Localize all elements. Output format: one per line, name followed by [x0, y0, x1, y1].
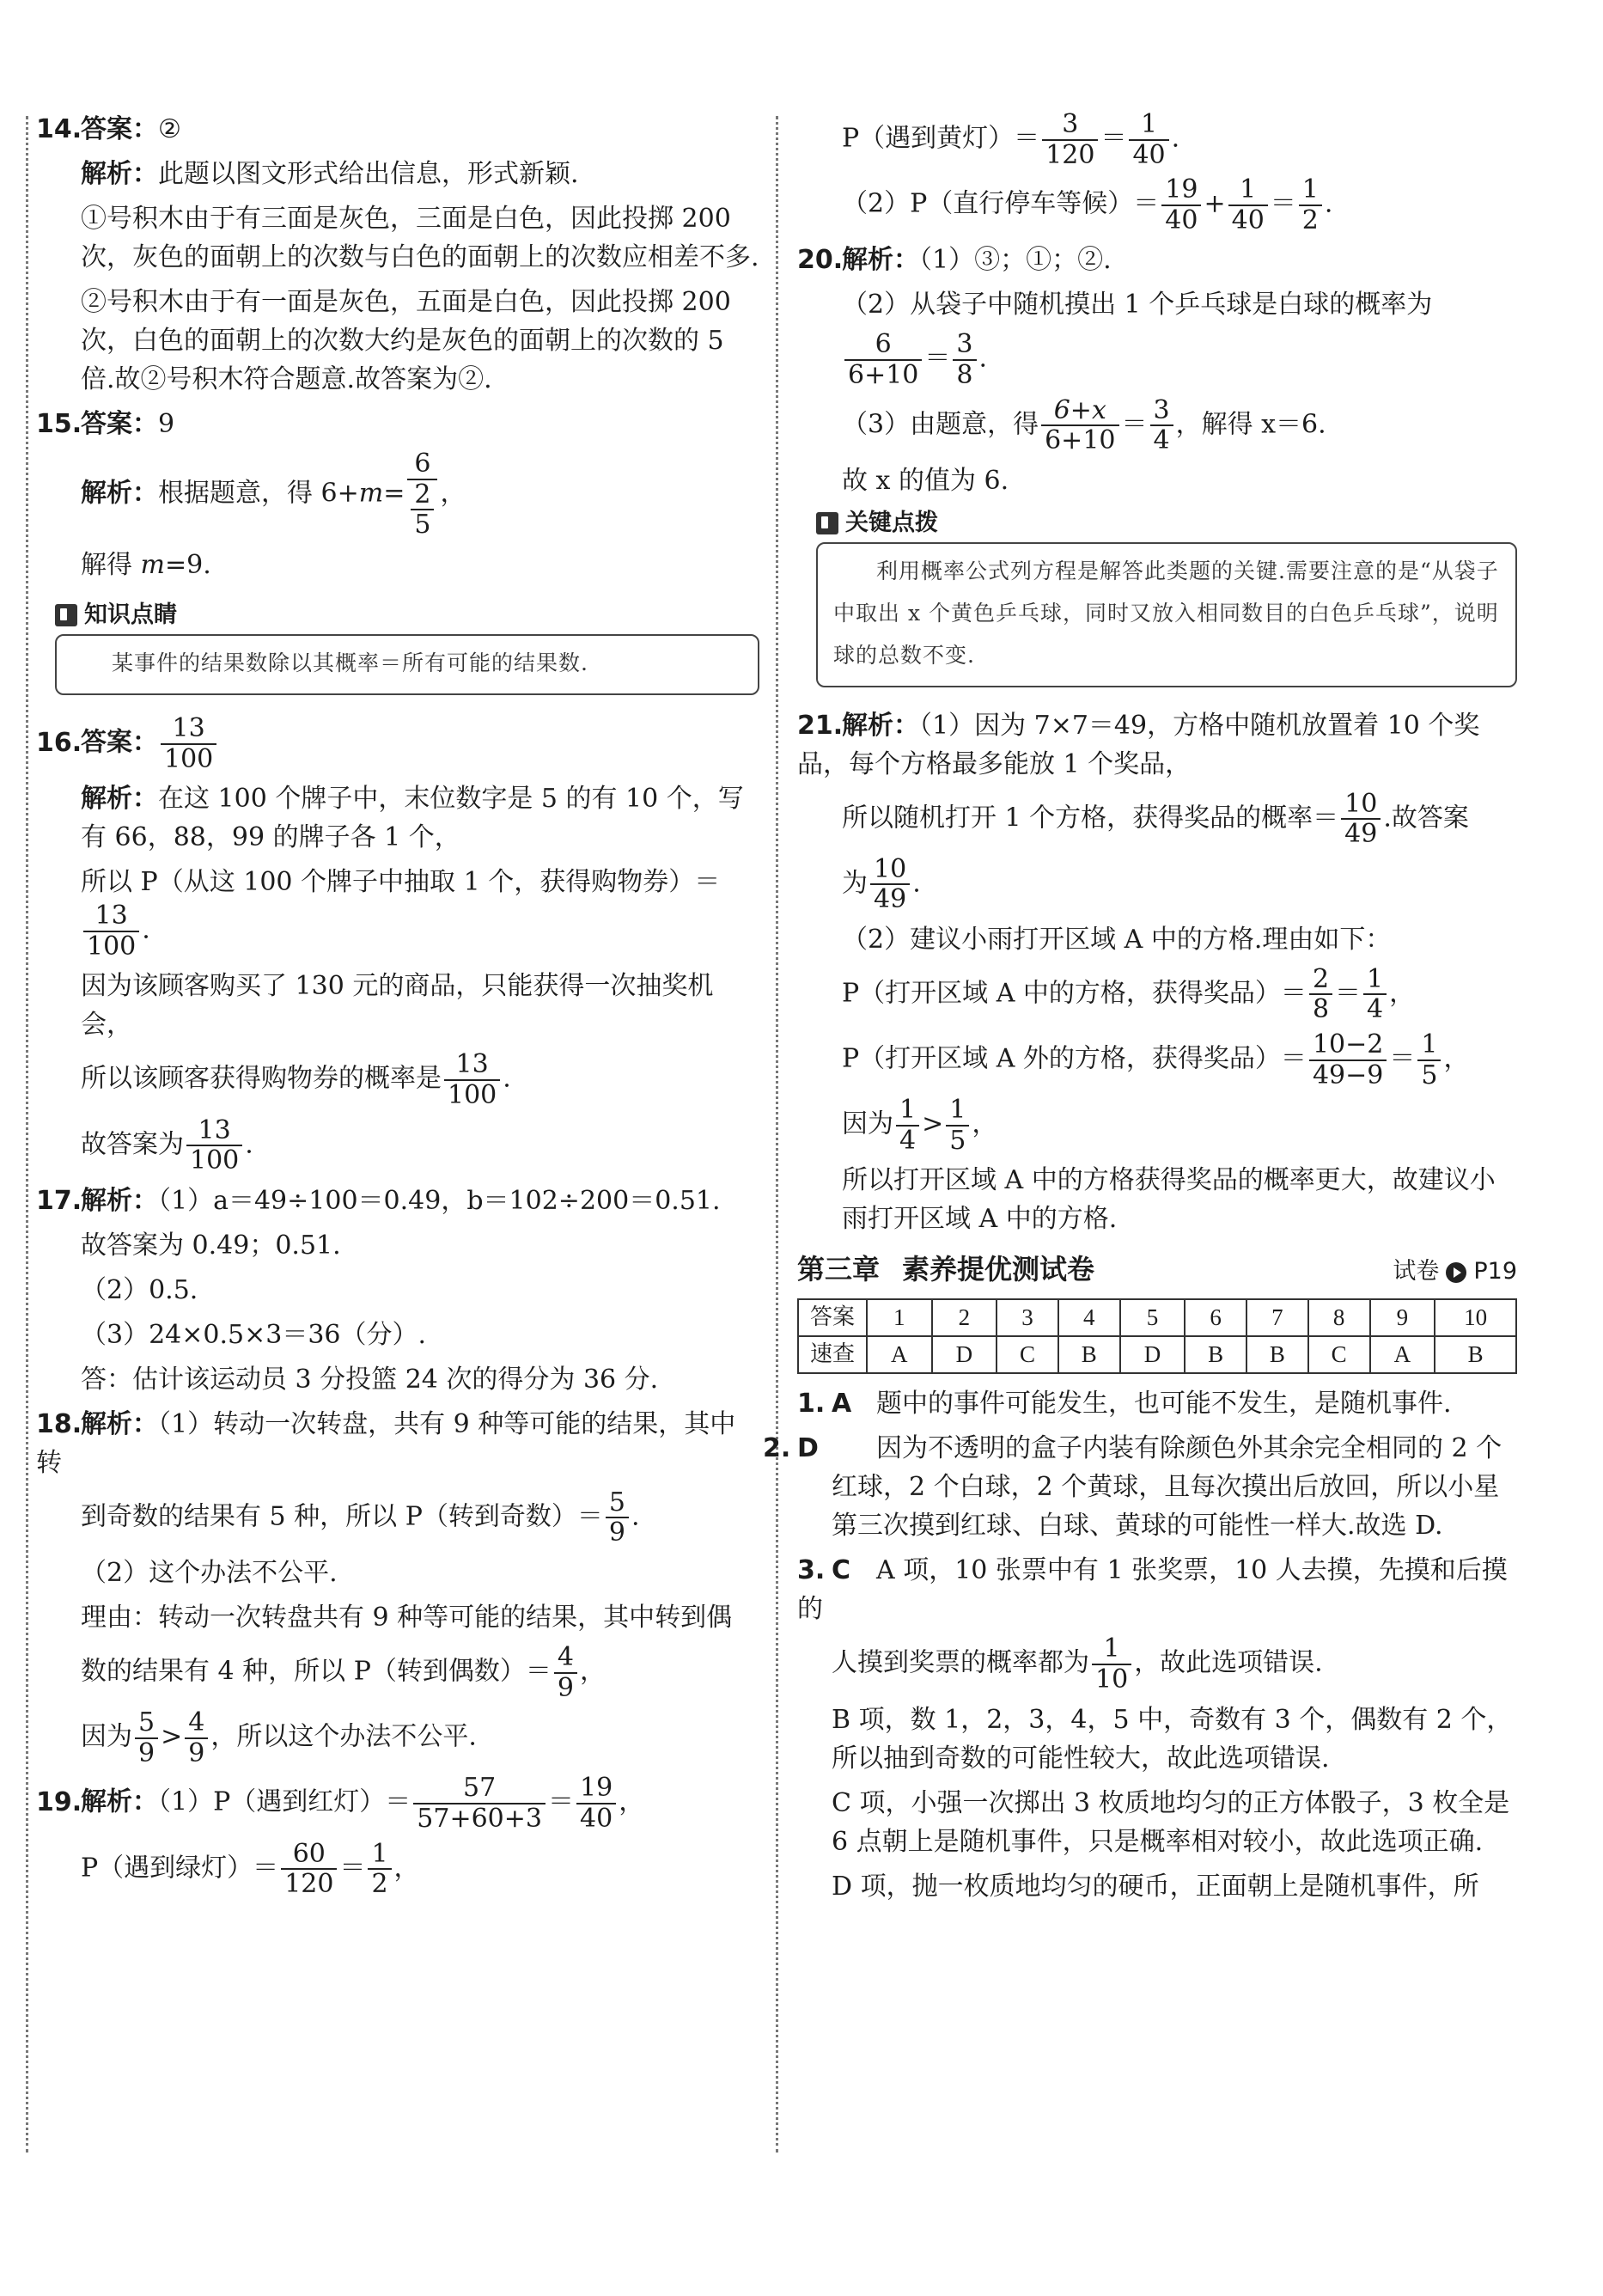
q16-analysis-label: 解析	[81, 784, 132, 815]
q18-analysis-label: 解析	[81, 1408, 132, 1439]
q16-number: 16.	[36, 727, 82, 758]
mc-q3-line-1: A 项，10 张票中有 1 张奖票，10 人去摸，先摸和后摸的	[797, 1555, 1508, 1625]
q20-f2-num: 6+x	[1053, 394, 1106, 425]
answer-table-ans: D	[1120, 1336, 1185, 1373]
arrow-right-icon	[1446, 1262, 1466, 1283]
q21-line-6	[797, 1030, 1517, 1090]
q16-f3-num: 13	[198, 1114, 231, 1145]
q15-solve-post: =9.	[165, 549, 211, 580]
knowledge-tip-text: 某事件的结果数除以其概率＝所有可能的结果数.	[55, 634, 759, 695]
q19-yellow-fraction-2	[1129, 110, 1168, 169]
q17-number: 17.	[36, 1185, 82, 1216]
q16-f3-den: 100	[186, 1145, 242, 1175]
q17-line-3: （2）0.5.	[81, 1274, 198, 1305]
q16-answer-den: 100	[161, 743, 216, 774]
q19-green-den2: 2	[368, 1868, 391, 1899]
q20-dot: .	[978, 343, 988, 374]
q19-p2-dot: .	[1324, 188, 1333, 219]
center-dotted-line	[776, 116, 778, 2152]
q16-fraction-3	[186, 1116, 242, 1175]
q14-analysis-text: 此题以图文形式给出信息，形式新颖.	[158, 159, 579, 189]
q15-fraction-num: 6	[414, 449, 431, 479]
q21-f4-num: 1	[1367, 963, 1384, 994]
q18-number: 18.	[36, 1408, 82, 1439]
paper-ref-label: 试卷	[1393, 1258, 1440, 1285]
answer-table-num: 4	[1058, 1299, 1120, 1336]
q16-dot-2: .	[503, 1064, 511, 1094]
q19-green-fraction	[281, 1840, 337, 1899]
q21-line-2-pre: 所以随机打开 1 个方格，获得奖品的概率＝	[842, 803, 1339, 834]
q18-gt: >	[161, 1721, 183, 1752]
q20-f2	[1041, 396, 1118, 455]
q18-dot: .	[631, 1501, 640, 1532]
q18-odd-fraction	[606, 1488, 629, 1548]
q18-line-6-post: ，所以这个办法不公平.	[210, 1721, 477, 1752]
q21-f1	[1341, 790, 1381, 849]
q15-equals: =	[383, 478, 405, 509]
q19-red-den2: 40	[576, 1803, 616, 1834]
q19-p2-f2-num: 1	[1240, 174, 1257, 205]
mc-q3-line-2-pre: 人摸到奖票的概率都为	[832, 1648, 1089, 1679]
q20-f2b-den: 4	[1150, 424, 1173, 455]
q20-line-4: 故 x 的值为 6.	[842, 465, 1009, 496]
q19-yellow-num2: 1	[1141, 109, 1158, 139]
q19-p2-f1	[1161, 175, 1201, 235]
q17-line-1-text: （1）a＝49÷100＝0.49，b＝102÷200＝0.51.	[158, 1185, 721, 1216]
q18-line-2-text: 到奇数的结果有 5 种，所以 P（转到奇数）＝	[81, 1501, 603, 1532]
q21-gt: >	[922, 1108, 944, 1139]
q21-comma-2: ，	[1443, 1043, 1470, 1074]
q19-green-line	[36, 1840, 759, 1899]
q16-para-2	[36, 863, 759, 961]
q21-f5-den: 49−9	[1309, 1059, 1387, 1090]
q15-fraction	[407, 449, 437, 540]
q21-line-5	[797, 965, 1517, 1024]
q18-line-3: （2）这个办法不公平.	[81, 1557, 338, 1588]
key-tip-text: 利用概率公式列方程是解答此类题的关键.需要注意的是“从袋子中取出 x 个黄色乒乓球，同时又放入相同数目的白色乒乓球”，说明球的总数不变.	[816, 542, 1517, 687]
q19-red-fraction	[413, 1774, 546, 1833]
book-icon	[55, 604, 77, 626]
q21-f3	[1309, 965, 1332, 1024]
q21-f6-den: 5	[1417, 1059, 1441, 1090]
q16-para-3: 因为该顾客购买了 130 元的商品，只能获得一次抽奖机会，	[81, 971, 714, 1041]
mc-q3-fraction	[1092, 1634, 1131, 1694]
multiple-choice-solutions	[763, 1384, 1517, 1905]
q19-red-pre: （1）P（遇到红灯）＝	[158, 1786, 411, 1817]
q19-analysis-label: 解析	[81, 1786, 132, 1817]
q19-yellow-line	[797, 110, 1517, 169]
q21-line-1: 21.解析：（1）因为 7×7＝49，方格中随机放置着 10 个奖品，每个方格最多能放 1 个奖品，	[797, 706, 1517, 784]
q20-line-3	[797, 396, 1517, 455]
q15-inner-den: 5	[411, 509, 434, 540]
q20-line-3-post: ，解得 x＝6.	[1175, 409, 1326, 440]
q20-f1-den: 6+10	[844, 359, 922, 390]
q17-analysis-label: 解析	[81, 1185, 132, 1216]
q19-p2-f2	[1228, 175, 1268, 235]
q20-f1	[844, 330, 922, 389]
q16-para-1: 在这 100 个牌子中，末位数字是 5 的有 10 个，写有 66，88，99 的牌子各 1 个，	[81, 784, 744, 853]
q21-dot: .	[912, 868, 921, 899]
q16-f1-den: 100	[83, 931, 139, 962]
q18-line-4: 理由：转动一次转盘共有 9 种等可能的结果，其中转到偶	[81, 1602, 733, 1633]
q21-line-3-pre: 为	[842, 868, 868, 899]
q19-red-den: 57+60+3	[413, 1803, 546, 1834]
q21-f5	[1309, 1030, 1387, 1090]
q20-f2-den: 6+10	[1041, 424, 1118, 455]
answer-table-ans: D	[932, 1336, 997, 1373]
q15-analysis: 解析：根据题意，得 6+m= $\frac{6}{\frac{2}{5}}$ ，	[81, 449, 466, 540]
q14-analysis: 解析：此题以图文形式给出信息，形式新颖.	[81, 159, 579, 189]
q18-line-5-text: 数的结果有 4 种，所以 P（转到偶数）＝	[81, 1656, 552, 1687]
q18-line-1: 18.解析：（1）转动一次转盘，共有 9 种等可能的结果，其中转	[36, 1405, 759, 1482]
q19-p2-eq: ＝	[1270, 188, 1296, 219]
key-tip-title-text: 关键点拨	[845, 509, 938, 536]
q21-f8	[946, 1096, 969, 1155]
section-title-text: 素养提优测试卷	[902, 1253, 1095, 1286]
q20-line-1-text: （1）③；①；②.	[919, 245, 1112, 276]
q21-f3-den: 8	[1309, 993, 1332, 1024]
q19-yellow-pre: P（遇到黄灯）＝	[842, 123, 1040, 154]
q21-f3-num: 2	[1312, 963, 1330, 994]
q14-answer-line: 14.答案：②	[36, 110, 759, 149]
q17-line-2: 故答案为 0.49；0.51.	[81, 1230, 341, 1261]
q15-var-m: m	[358, 478, 384, 509]
q21-f4-den: 4	[1363, 993, 1387, 1024]
q21-eq-2: ＝	[1389, 1043, 1416, 1074]
book-icon	[816, 512, 838, 534]
q20-line-2: （2）从袋子中随机摸出 1 个乒乓球是白球的概率为	[842, 290, 1433, 321]
answer-table-num: 8	[1308, 1299, 1370, 1336]
q20-f2b-num: 3	[1153, 394, 1170, 425]
q19-part-2	[797, 175, 1517, 235]
q18-odd-den: 9	[606, 1517, 629, 1548]
q15-answer-line: 15.答案：9	[36, 405, 759, 443]
answer-table-num: 7	[1246, 1299, 1308, 1336]
q16-answer-label: 答案	[81, 727, 132, 758]
q16-para-5	[36, 1116, 759, 1175]
mc-q3-number: 3.	[797, 1555, 826, 1586]
q21-f2	[870, 855, 910, 914]
mc-q3-line-2	[797, 1634, 1517, 1694]
q19-yellow-fraction	[1042, 110, 1098, 169]
answer-table-ans: C	[997, 1336, 1058, 1373]
mc-q3-fraction-num: 1	[1103, 1633, 1120, 1664]
q19-yellow-num: 3	[1062, 109, 1079, 139]
q18-even-fraction	[554, 1643, 577, 1702]
mc-q3-option-c: C 项，小强一次掷出 3 枚质地均匀的正方体骰子，3 枚全是 6 点朝上是随机事件，只是概率相对较小，故此选项正确.	[832, 1787, 1510, 1857]
answer-table-num: 6	[1185, 1299, 1246, 1336]
q19-p2-f3-num: 1	[1301, 174, 1319, 205]
q20-number: 20.	[797, 245, 844, 276]
answer-table-ans: A	[1370, 1336, 1435, 1373]
q21-line-7	[797, 1096, 1517, 1155]
answer-table-ans: B	[1058, 1336, 1120, 1373]
q14-number: 14.	[36, 114, 82, 144]
q21-line-1-text: （1）因为 7×7＝49，方格中随机放置着 10 个奖品，每个方格最多能放 1 个奖品，	[797, 710, 1480, 779]
q21-comma-1: ，	[1389, 978, 1416, 1009]
key-tip-box	[816, 506, 1517, 687]
q15-analysis-text: 根据题意，得 6+	[158, 478, 359, 509]
q21-f8-den: 5	[946, 1125, 969, 1156]
mc-q2-text: 因为不透明的盒子内装有除颜色外其余完全相同的 2 个红球，2 个白球，2 个黄球，且每次摸出后放回，所以小星第三次摸到红球、白球、黄球的可能性一样大.故选 D.	[832, 1433, 1502, 1542]
q20-f2b	[1150, 396, 1173, 455]
q18-odd-num: 5	[608, 1487, 625, 1517]
mc-q3-answer: C	[832, 1555, 851, 1586]
mc-q2-answer: D	[797, 1433, 819, 1464]
q16-fraction-1	[83, 901, 139, 961]
knowledge-tip-box	[55, 598, 759, 695]
q15-number: 15.	[36, 409, 82, 439]
q16-para-4	[36, 1050, 759, 1109]
q18-even-den: 9	[554, 1672, 577, 1703]
q20-f1b-num: 3	[956, 329, 973, 360]
answer-table-ans: B	[1185, 1336, 1246, 1373]
q18-line-5	[36, 1643, 759, 1702]
q18-cmp-left-den: 9	[135, 1737, 158, 1768]
q21-f2-den: 49	[870, 883, 910, 914]
answer-quick-table	[797, 1298, 1517, 1374]
answer-table-head: 答案	[798, 1299, 867, 1336]
q21-number: 21.	[797, 710, 844, 741]
answer-table-ans: B	[1246, 1336, 1308, 1373]
q21-line-8: 所以打开区域 A 中的方格获得奖品的概率更大，故建议小雨打开区域 A 中的方格.	[842, 1165, 1496, 1235]
q14-answer-value: ②	[158, 114, 181, 144]
mc-q2	[763, 1429, 1517, 1545]
q14-answer-label: 答案	[81, 114, 132, 144]
q21-line-2-post: .故答案	[1383, 803, 1469, 834]
q21-f5-num: 10−2	[1312, 1029, 1384, 1060]
q16-answer-fraction	[161, 714, 216, 773]
q18-line-1-text: （1）转动一次转盘，共有 9 种等可能的结果，其中转	[36, 1408, 736, 1478]
q20-f1-num: 6	[875, 329, 892, 360]
left-column	[36, 110, 759, 1905]
answer-table-num: 2	[932, 1299, 997, 1336]
q21-analysis-label: 解析	[842, 710, 893, 741]
q20-line-3-pre: （3）由题意，得	[842, 409, 1039, 440]
q21-line-4: （2）建议小雨打开区域 A 中的方格.理由如下：	[842, 924, 1392, 955]
mc-q3-line-2-post: ，故此选项错误.	[1134, 1648, 1323, 1679]
q19-green-fraction-2	[368, 1840, 391, 1899]
q16-dot-3: .	[245, 1129, 253, 1160]
q19-p2-f3-den: 2	[1299, 205, 1322, 235]
mc-q3-option-d: D 项，抛一枚质地均匀的硬币，正面朝上是随机事件，所	[832, 1871, 1479, 1902]
q21-line-7-pre: 因为	[842, 1108, 893, 1139]
q18-cmp-left-num: 5	[138, 1707, 155, 1738]
q19-green-num: 60	[292, 1838, 326, 1869]
q16-para-2-text: 所以 P（从这 100 个牌子中抽取 1 个，获得购物券）＝	[81, 867, 721, 898]
knowledge-tip-title	[55, 598, 759, 633]
q19-number: 19.	[36, 1786, 82, 1817]
q18-cmp-left	[135, 1708, 158, 1768]
mc-q1	[797, 1384, 1517, 1423]
q19-green-den: 120	[281, 1868, 337, 1899]
q16-para-5-text: 故答案为	[81, 1129, 184, 1160]
q15-solve	[36, 546, 759, 584]
mc-q1-answer: A	[832, 1389, 852, 1420]
q21-line-2	[797, 790, 1517, 849]
knowledge-tip-title-text: 知识点睛	[84, 601, 177, 628]
q16-f1-num: 13	[94, 901, 128, 931]
q21-f2-num: 10	[874, 853, 907, 884]
q19-red-line: 19.解析：（1）P（遇到红灯）＝ $\frac{57}{57+60+3}$ ＝ $\frac{19}{40}$ ，	[36, 1773, 645, 1834]
mc-q1-text: 题中的事件可能发生，也可能不发生，是随机事件.	[876, 1389, 1452, 1420]
q19-p2-plus: +	[1204, 188, 1226, 219]
q19-p2-f2-den: 40	[1228, 205, 1268, 235]
q15-answer-value: 9	[158, 409, 175, 439]
q21-line-6-pre: P（打开区域 A 外的方格，获得奖品）＝	[842, 1043, 1307, 1074]
q16-answer-num: 13	[172, 713, 205, 744]
q20-analysis-label: 解析	[842, 245, 893, 276]
answer-table-number-row	[798, 1299, 1516, 1336]
q18-cmp-right-den: 9	[185, 1737, 208, 1768]
q16-fraction-2	[444, 1050, 500, 1109]
answer-table-num: 1	[867, 1299, 932, 1336]
q15-inner-num: 2	[414, 479, 431, 510]
q18-cmp-right	[185, 1708, 208, 1768]
q15-analysis-label: 解析	[81, 478, 132, 509]
q18-line-6	[36, 1708, 759, 1768]
q19-red-num2: 19	[580, 1773, 613, 1804]
answer-table-num: 5	[1120, 1299, 1185, 1336]
section-title	[797, 1249, 1094, 1290]
answer-table-num: 3	[997, 1299, 1058, 1336]
q21-f7-den: 4	[896, 1125, 919, 1156]
q19-green-num2: 1	[371, 1838, 388, 1869]
q20-f1b-den: 8	[953, 359, 976, 390]
q17-line-1: 17.解析：（1）a＝49÷100＝0.49，b＝102÷200＝0.51.	[36, 1182, 759, 1220]
paper-ref-page: P19	[1473, 1258, 1517, 1285]
mc-q3-option-b: B 项，数 1，2，3，4，5 中，奇数有 3 个，偶数有 2 个，所以抽到奇数的可能性较大，故此选项错误.	[832, 1704, 1513, 1774]
section-header	[797, 1249, 1517, 1290]
q19-red-comma: ，	[619, 1786, 645, 1817]
q21-f7-num: 1	[899, 1095, 917, 1126]
paper-reference	[1393, 1255, 1517, 1290]
q15-solve-pre: 解得	[81, 549, 141, 580]
q21-f4	[1363, 965, 1387, 1024]
q19-yellow-dot: .	[1171, 123, 1180, 154]
q18-even-num: 4	[557, 1641, 574, 1672]
q16-f2-den: 100	[444, 1079, 500, 1110]
q20-eq-1: ＝	[924, 343, 951, 374]
q21-f1-den: 49	[1341, 818, 1381, 849]
mc-q1-number: 1.	[797, 1389, 826, 1420]
answer-table-answer-row	[798, 1336, 1516, 1373]
q19-green-comma: ，	[393, 1853, 420, 1884]
section-chapter: 第三章	[797, 1253, 881, 1286]
q20-fraction-line	[797, 330, 1517, 389]
q16-f2-num: 13	[455, 1049, 489, 1080]
q17-line-4: （3）24×0.5×3＝36（分）.	[81, 1319, 427, 1350]
q19-red-fraction-2	[576, 1774, 616, 1833]
q19-p2-f1-num: 19	[1165, 174, 1198, 205]
q21-eq-1: ＝	[1335, 978, 1362, 1009]
answer-table-ans: B	[1435, 1336, 1516, 1373]
q14-para-2: ②号积木由于有一面是灰色，五面是白色，因此投掷 200 次，白色的面朝上的次数大约是灰色的面朝上的次数的 5 倍.故②号积木符合题意.故答案为②.	[81, 287, 731, 394]
q18-comma: ，	[579, 1656, 606, 1687]
mc-q2-number: 2.	[763, 1433, 791, 1464]
q16-dot-1: .	[142, 914, 150, 945]
q18-line-2	[36, 1488, 759, 1548]
q19-p2-f3	[1299, 175, 1322, 235]
mc-q3-fraction-den: 10	[1092, 1664, 1131, 1695]
q18-cmp-right-num: 4	[188, 1707, 205, 1738]
q19-p2-f1-den: 40	[1161, 205, 1201, 235]
q19-yellow-eq: ＝	[1100, 123, 1127, 154]
q16-analysis: 解析：在这 100 个牌子中，末位数字是 5 的有 10 个，写有 66，88，99 的牌子各 1 个，	[81, 784, 744, 853]
q18-line-6-pre: 因为	[81, 1721, 132, 1752]
q21-line-5-pre: P（打开区域 A 中的方格，获得奖品）＝	[842, 978, 1307, 1009]
right-column	[763, 109, 1517, 1912]
answer-table-num: 10	[1435, 1299, 1516, 1336]
q21-line-3	[797, 855, 1517, 914]
q21-f6-num: 1	[1421, 1029, 1438, 1060]
q19-green-pre: P（遇到绿灯）＝	[81, 1853, 279, 1884]
q21-f7	[896, 1096, 919, 1155]
q21-comma-3: ，	[972, 1108, 998, 1139]
q16-answer-line: 16.答案： $\frac{13}{100}$	[36, 714, 759, 773]
q14-analysis-label: 解析	[81, 159, 132, 189]
q19-green-eq: ＝	[339, 1853, 366, 1884]
q15-solve-var: m	[140, 549, 165, 580]
key-tip-title	[816, 506, 1517, 541]
q19-yellow-den2: 40	[1129, 139, 1168, 170]
left-margin-dotted-line	[26, 116, 28, 2152]
q15-tail: ，	[440, 478, 466, 509]
q15-answer-label: 答案	[81, 409, 132, 439]
q20-eq-2: ＝	[1121, 409, 1148, 440]
q19-part-2-pre: （2）P（直行停车等候）＝	[842, 188, 1160, 219]
q19-yellow-den: 120	[1042, 139, 1098, 170]
q16-para-4-text: 所以该顾客获得购物券的概率是	[81, 1064, 442, 1094]
answer-table-num: 9	[1370, 1299, 1435, 1336]
q21-f1-num: 10	[1344, 788, 1378, 819]
q21-f8-num: 1	[949, 1095, 966, 1126]
q20-f1b	[953, 330, 976, 389]
q19-red-eq: ＝	[548, 1786, 574, 1817]
answer-table-ans: A	[867, 1336, 932, 1373]
answer-table-ans: C	[1308, 1336, 1370, 1373]
q20-line-1: 20.解析：（1）③；①；②.	[797, 241, 1517, 279]
q19-red-num: 57	[463, 1773, 497, 1804]
q21-f6	[1417, 1030, 1441, 1090]
mc-q3	[797, 1551, 1517, 1628]
q17-line-5: 答：估计该运动员 3 分投篮 24 次的得分为 36 分.	[81, 1364, 659, 1395]
answer-table-row-label: 速查	[798, 1336, 867, 1373]
q14-para-1: ①号积木由于有三面是灰色，三面是白色，因此投掷 200 次，灰色的面朝上的次数与白色的面朝上的次数应相差不多.	[81, 204, 759, 272]
